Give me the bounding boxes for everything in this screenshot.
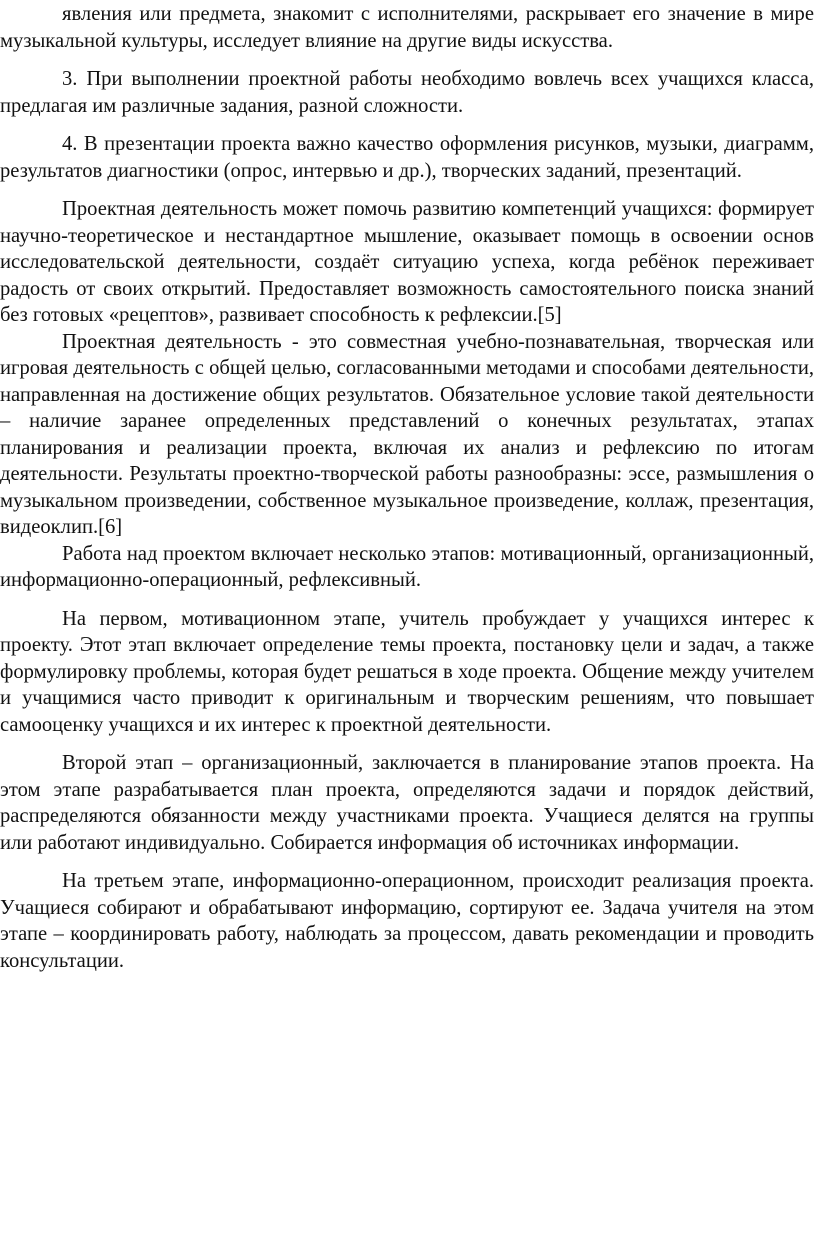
paragraph-operational-stage: На третьем этапе, информационно-операционном, происходит реализация проекта. Учащиеся собирают и обрабатывают информацию, сортируют ее. Задача учителя на этом этапе – координировать работу, наблюдать за процессом, давать рекомендации и проводить консультации. bbox=[0, 870, 814, 972]
paragraph-project-stages: Работа над проектом включает несколько этапов: мотивационный, организационный, информационно-операционный, рефлексивный. bbox=[0, 542, 814, 591]
paragraph-competencies: Проектная деятельность может помочь развитию компетенций учащихся: формирует научно-теоретическое и нестандартное мышление, оказывает помощь в освоении основ исследовательской деятельности, создаёт ситуацию успеха, когда ребёнок переживает радость от своих открытий. Предоставляет возможность самостоятельного поиска знаний без готовых «рецептов», развивает способность к рефлексии.[5] bbox=[0, 198, 814, 326]
paragraph-item-4: 4. В презентации проекта важно качество оформления рисунков, музыки, диаграмм, результатов диагностики (опрос, интервью и др.), творческих заданий, презентаций. bbox=[0, 133, 814, 182]
paragraph-motivational-stage: На первом, мотивационном этапе, учитель пробуждает у учащихся интерес к проекту. Этот этап включает определение темы проекта, постановку цели и задач, а также формулировку проблемы, которая будет решаться в ходе проекта. Общение между учителем и учащимися часто приводит к оригинальным и творческим решениям, что повышает самооценку учащихся и их интерес к проектной деятельности. bbox=[0, 607, 814, 736]
paragraph-intro-continuation: явления или предмета, знакомит с исполнителями, раскрывает его значение в мире музыкальной культуры, исследует влияние на другие виды искусства. bbox=[0, 3, 814, 52]
paragraph-item-3: 3. При выполнении проектной работы необходимо вовлечь всех учащихся класса, предлагая им различные задания, разной сложности. bbox=[0, 68, 814, 117]
paragraph-organizational-stage: Второй этап – организационный, заключается в планирование этапов проекта. На этом этапе разрабатывается план проекта, определяются задачи и порядок действий, распределяются обязанности между участниками проекта. Учащиеся делятся на группы или работают индивидуально. Собирается информация об источниках информации. bbox=[0, 752, 814, 854]
paragraph-project-activity-definition: Проектная деятельность - это совместная учебно-познавательная, творческая или игровая деятельность с общей целью, согласованными методами и способами деятельности, направленная на достижение общих результатов. Обязательное условие такой деятельности – наличие заранее определенных представлений о конечных результатах, этапах планирования и реализации проекта, включая их анализ и рефлексию по итогам деятельности. Результаты проектно-творческой работы разнообразны: эссе, размышления о музыкальном произведении, собственное музыкальное произведение, коллаж, презентация, видеоклип.[6] bbox=[0, 330, 814, 538]
